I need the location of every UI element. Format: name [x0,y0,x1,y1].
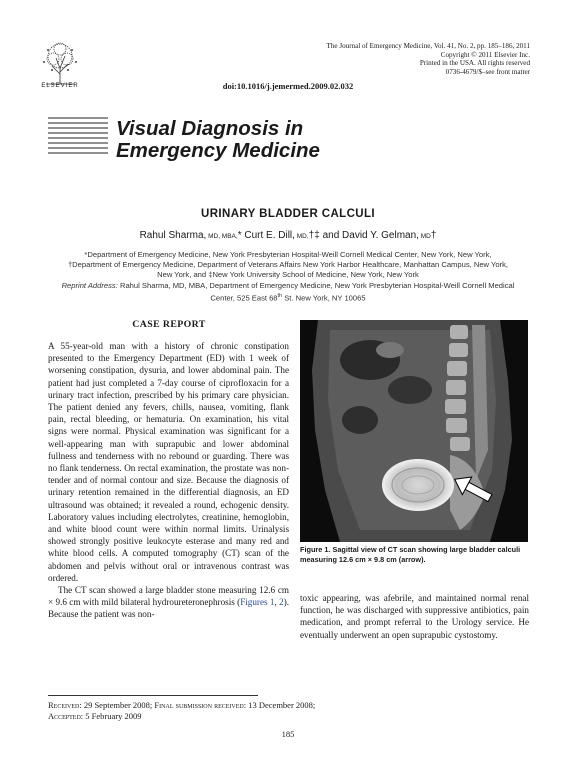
author-mark: † [430,230,437,241]
author-mark: †‡ [308,230,323,241]
affiliation-line: *Department of Emergency Medicine, New York Presbyterian Hospital-Weill Cornell Medical Center, New York, New York, [84,250,492,259]
reprint-text: Rahul Sharma, MD, MBA, Department of Emergency Medicine, New York Presbyterian Hospital-Weill Cornell Medical [117,280,515,290]
reprint-address-line2 [50,291,526,304]
reprint-superscript: th [277,292,283,299]
author-name: Curt E. Dill, [244,230,295,241]
accepted-date: 5 February 2009 [83,711,142,721]
elsevier-tree-logo [38,40,82,86]
figure-2-link[interactable]: 2 [279,597,284,608]
author-mark: * [237,230,245,241]
received-line-1 [48,700,528,711]
received-label: Received: [48,700,82,710]
author-credentials: MD [418,233,431,240]
figure-caption [300,545,529,565]
ct-scan-figure [300,320,528,542]
reprint-address [50,281,526,291]
section-heading-case-report: CASE REPORT [132,319,206,330]
right-column [300,592,529,641]
author-name: Rahul Sharma, [139,230,207,241]
feature-title-line2: Emergency Medicine [116,139,320,162]
paragraph-2-text: The CT scan showed a large bladder stone measuring 12.6 cm × 9.6 cm with mild bilateral hydroureteronephrosis ( [48,585,289,608]
author-credentials: MD, [294,233,309,240]
final-date: 13 December 2008; [246,700,316,710]
journal-citation: The Journal of Emergency Medicine, Vol. 41, No. 2, pp. 185–186, 2011 [326,42,530,50]
affiliation-line: New York, and ‡New York University School of Medicine, New York, New York [157,270,419,280]
article-title: URINARY BLADDER CALCULI [200,208,376,220]
author-name: and David Y. Gelman, [322,230,419,241]
copyright-line: Copyright © 2011 Elsevier Inc. [440,50,530,59]
caption-label: Figure 1. [300,545,331,554]
rights-line: Printed in the USA. All rights reserved [419,59,530,68]
left-column [48,340,289,621]
journal-info [230,42,530,76]
caption-text: Sagittal view of CT scan showing large bladder calculi measuring 12.6 cm × 9.8 cm (arrow). [300,545,521,564]
author-list [0,230,576,241]
author-credentials: MD, MBA, [206,233,238,240]
link-separator: , [274,597,280,608]
elsevier-logo-text: ELSEVIER [41,83,79,89]
feature-decorative-lines [48,116,108,158]
affiliations [50,250,526,304]
figure-1-link[interactable]: Figures 1 [240,597,275,608]
reprint-text-2a: Center, 525 East 68 [210,293,278,303]
issn-line: 0736-4679/$–see front matter [445,67,530,76]
reprint-text-2b: St. New York, NY 10065 [282,293,366,303]
feature-section-title [116,118,320,162]
accepted-label: Accepted: [48,711,84,721]
footer-divider [48,695,258,696]
feature-title-line1: Visual Diagnosis in [116,117,304,140]
paragraph-case-1: A 55-year-old man with a history of chronic constipation presented to the Emergency Department (ED) with 1 week of worsening constipation, dysuria, and lower abdominal pain. The patient had just completed a 7-day course of ciprofloxacin for a urinary tract infection, prescribed by his primary care physician. The patient denied any fevers, chills, nausea, vomiting, flank pain, rectal bleeding, or hematuria. On examination, his vital signs were normal. Physical examination was significant for a well-appearing man with suprapubic and lower abdominal fullness and tenderness with no rebound or guarding. There was no flank tenderness. On rectal examination, the prostate was non-tender and of normal contour and size. Because the diagnosis of urinary retention remained in the differential diagnosis, an ED ultrasound was obtained; it revealed a round, echogenic density. Laboratory values including electrolytes, creatinine, hemoglobin, and white blood count were within normal limits. Urinalysis showed strongly positive leukocyte esterase and many red and white blood cells. A computed tomography (CT) scan of the abdomen and pelvis without oral or intravenous contrast was ordered. [48,341,289,583]
reprint-label: Reprint Address: [61,280,118,290]
paragraph-case-3: toxic appearing, was afebrile, and maintained normal renal function, he was discharged with suppressive antibiotics, pain medication, and prompt referral to the Urology service. He eventually underwent an open suprapubic cystostomy. [300,593,529,640]
page-number: 185 [281,729,295,739]
received-dates [48,700,528,722]
received-line-2 [48,711,528,722]
affiliation-line: †Department of Emergency Medicine, Department of Veterans Affairs New York Harbor Healthcare, Manhattan Campus, New York, [67,260,509,270]
final-label: Final submission received: [154,700,247,710]
paragraph-2-tail: ). Because the patient was non- [48,597,290,620]
paragraph-case-2 [48,584,289,621]
doi-link[interactable]: doi:10.1016/j.jemermed.2009.02.032 [222,81,354,91]
received-date: 29 September 2008; [81,700,155,710]
